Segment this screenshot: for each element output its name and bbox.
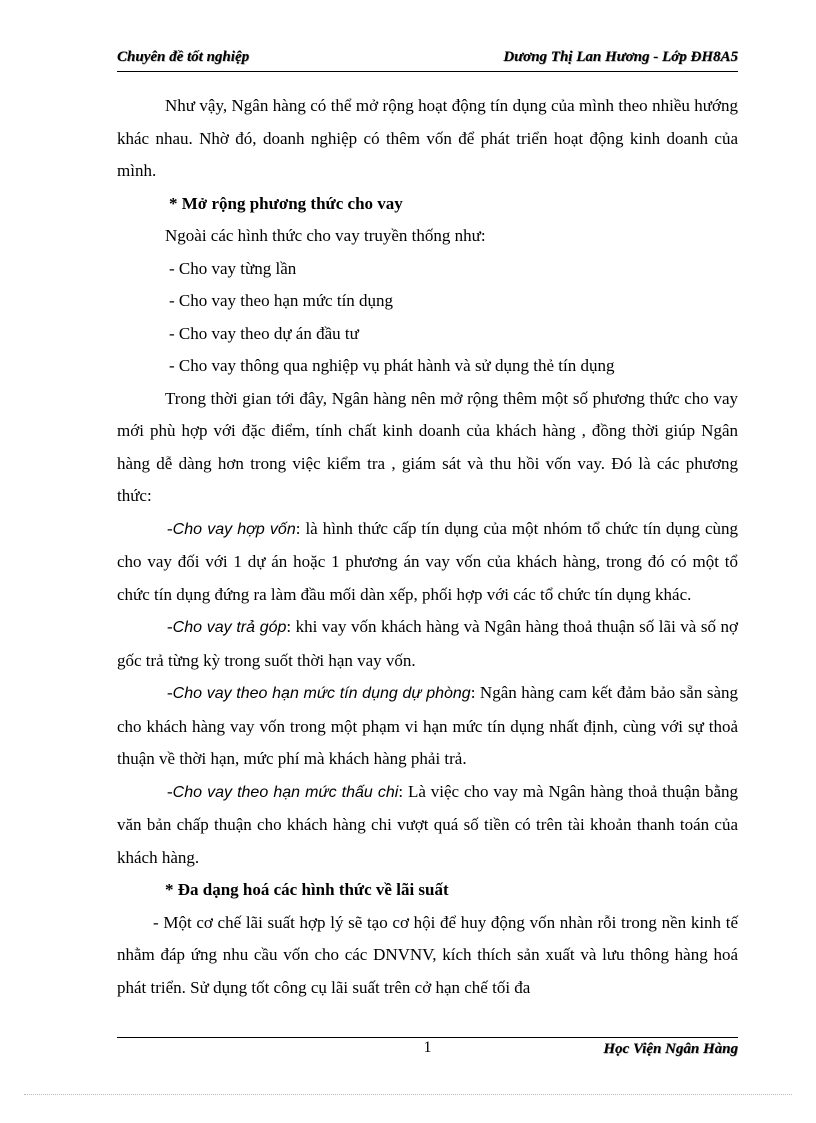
method-term: Cho vay theo hạn mức tín dụng dự phòng [172,685,471,702]
paragraph-intro: Như vậy, Ngân hàng có thể mở rộng hoạt động tín dụng của mình theo nhiều hướng khác nhau. Nhờ đó, doanh nghiệp có thêm vốn để phát triển hoạt động kinh doanh của mình. [117,96,738,180]
method-item-syndicated [117,513,738,612]
method-prefix: - [167,781,173,801]
method-description: : khi vay vốn khách hàng và Ngân hàng thoả thuận số lãi và số nợ gốc trả từng kỳ trong suốt thời hạn vay vốn. [117,617,738,670]
method-prefix: - [167,518,173,538]
section-heading-lending-methods: * Mở rộng phương thức cho vay [169,193,403,213]
list-item: - Cho vay theo hạn mức tín dụng [169,291,394,310]
list-item: - Cho vay theo dự án đầu tư [169,323,359,343]
method-item-standby-credit [117,677,738,776]
page-footer [117,1037,738,1064]
page-boundary [24,1094,792,1095]
page-number: 1 [423,1039,432,1056]
method-prefix: - [167,683,173,702]
method-description: : là hình thức cấp tín dụng của một nhóm tổ chức tín dụng cùng cho vay đối với 1 dự án hoặc 1 phương án vay vốn của khách hàng, trong đó có một tổ chức tín dụng đứng ra làm đầu mối dàn xếp, phối hợp với các tổ chức tín dụng khác. [117,518,739,604]
method-term: Cho vay hợp vốn [172,520,296,538]
list-item: - Cho vay từng lần [169,258,297,278]
paragraph-new-methods: Trong thời gian tới đây, Ngân hàng nên mở rộng thêm một số phương thức cho vay mới phù hợp với đặc điểm, tính chất kinh doanh của khách hàng , đồng thời giúp Ngân hàng dễ dàng hơn trong việc kiểm tra , giám sát và thu hồi vốn vay. Đó là các phương thức: [117,388,738,505]
document-body [117,90,738,1004]
paragraph-interest-mechanism: - Một cơ chế lãi suất hợp lý sẽ tạo cơ hội để huy động vốn nhàn rỗi trong nền kinh tế nhằm đáp ứng nhu cầu vốn cho các DNVNV, kích thích sản xuất và lưu thông hàng hoá phát triển. Sử dụng tốt công cụ lãi suất trên cở hạn chế tối đa [117,912,738,997]
header-author: Dương Thị Lan Hương - Lớp ĐH8A5 [503,49,738,65]
page-header [117,47,738,72]
method-term: Cho vay trả góp [172,619,287,636]
method-prefix: - [167,617,173,636]
method-description: : Là việc cho vay mà Ngân hàng thoả thuận bằng văn bản chấp thuận cho khách hàng chi vượt quá số tiền có trên tài khoản thanh toán của khách hàng. [117,781,738,867]
footer-institution: Học Viện Ngân Hàng [603,1041,738,1057]
section-heading-interest-rates: * Đa dạng hoá các hình thức về lãi suất [165,880,449,899]
method-description: : Ngân hàng cam kết đảm bảo sẵn sàng cho khách hàng vay vốn trong một phạm vi hạn mức tín dụng nhất định, cùng với sự thoả thuận về thời hạn, mức phí mà khách hàng phải trả. [117,683,739,768]
header-document-type: Chuyên đề tốt nghiệp [117,49,250,65]
method-item-installment [117,611,738,677]
list-item: - Cho vay thông qua nghiệp vụ phát hành và sử dụng thẻ tín dụng [169,356,615,375]
method-item-overdraft [117,776,738,875]
paragraph-traditional-forms: Ngoài các hình thức cho vay truyền thống như: [165,226,486,245]
method-term: Cho vay theo hạn mức thấu chi [172,783,399,801]
